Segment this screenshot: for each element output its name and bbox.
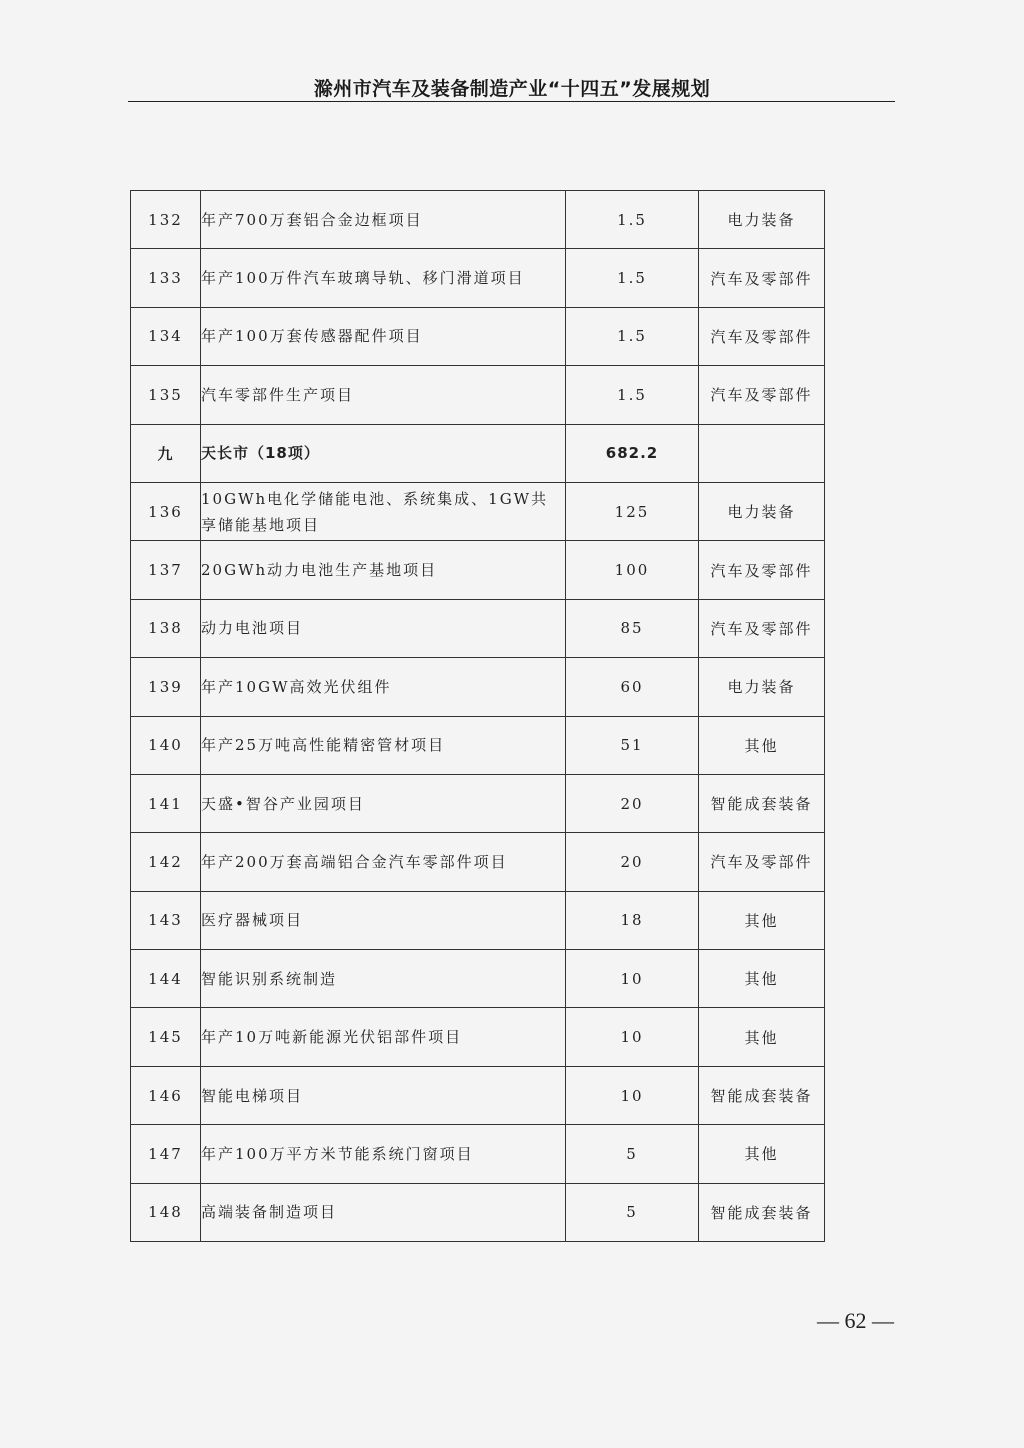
row-number-cell: 133: [131, 249, 201, 307]
table-row: [131, 891, 825, 949]
table-row: [131, 366, 825, 424]
table-row: [131, 482, 825, 540]
project-name-cell: 年产10GW高效光伏组件: [201, 658, 566, 716]
investment-cell: 1.5: [566, 191, 699, 249]
category-cell: 汽车及零部件: [699, 599, 825, 657]
project-name-cell: 20GWh动力电池生产基地项目: [201, 541, 566, 599]
table-row: [131, 307, 825, 365]
row-number-cell: 146: [131, 1066, 201, 1124]
investment-cell: 85: [566, 599, 699, 657]
row-number-cell: 137: [131, 541, 201, 599]
category-cell: 智能成套装备: [699, 774, 825, 832]
project-name-cell: 汽车零部件生产项目: [201, 366, 566, 424]
investment-cell: 60: [566, 658, 699, 716]
category-cell: 其他: [699, 950, 825, 1008]
row-number-cell: 132: [131, 191, 201, 249]
category-cell: [699, 424, 825, 482]
category-cell: 智能成套装备: [699, 1066, 825, 1124]
table-row: [131, 191, 825, 249]
row-number-cell: 147: [131, 1125, 201, 1183]
project-name-cell: 10GWh电化学储能电池、系统集成、1GW共享储能基地项目: [201, 482, 566, 540]
row-number-cell: 143: [131, 891, 201, 949]
row-number-cell: 141: [131, 774, 201, 832]
page-header-title: 滁州市汽车及装备制造产业“十四五”发展规划: [313, 78, 711, 100]
investment-cell: 682.2: [566, 424, 699, 482]
project-name-cell: 高端装备制造项目: [201, 1183, 566, 1241]
investment-cell: 1.5: [566, 366, 699, 424]
project-name-cell: 年产700万套铝合金边框项目: [201, 191, 566, 249]
investment-cell: 125: [566, 482, 699, 540]
project-name-cell: 天盛•智谷产业园项目: [201, 774, 566, 832]
header-rule: [128, 101, 895, 102]
investment-cell: 20: [566, 774, 699, 832]
project-name-cell: 年产100万套传感器配件项目: [201, 307, 566, 365]
row-number-cell: 九: [131, 424, 201, 482]
category-cell: 汽车及零部件: [699, 249, 825, 307]
project-name-cell: 年产100万件汽车玻璃导轨、移门滑道项目: [201, 249, 566, 307]
project-name-cell: 动力电池项目: [201, 599, 566, 657]
investment-cell: 1.5: [566, 249, 699, 307]
category-cell: 电力装备: [699, 482, 825, 540]
investment-cell: 18: [566, 891, 699, 949]
project-name-cell: 年产10万吨新能源光伏铝部件项目: [201, 1008, 566, 1066]
table-row: [131, 716, 825, 774]
project-name-cell: 天长市（18项）: [201, 424, 566, 482]
table-row: [131, 950, 825, 1008]
investment-cell: 100: [566, 541, 699, 599]
category-cell: 汽车及零部件: [699, 366, 825, 424]
category-cell: 汽车及零部件: [699, 833, 825, 891]
investment-cell: 1.5: [566, 307, 699, 365]
table-row: [131, 1066, 825, 1124]
table-row: [131, 249, 825, 307]
table-row: [131, 774, 825, 832]
row-number-cell: 139: [131, 658, 201, 716]
category-cell: 其他: [699, 1008, 825, 1066]
project-name-cell: 年产100万平方米节能系统门窗项目: [201, 1125, 566, 1183]
row-number-cell: 142: [131, 833, 201, 891]
investment-cell: 10: [566, 950, 699, 1008]
investment-cell: 10: [566, 1066, 699, 1124]
table-row: [131, 599, 825, 657]
table-row: [131, 1125, 825, 1183]
project-table: [130, 190, 825, 1242]
investment-cell: 5: [566, 1125, 699, 1183]
table-row: [131, 1183, 825, 1241]
row-number-cell: 135: [131, 366, 201, 424]
investment-cell: 5: [566, 1183, 699, 1241]
investment-cell: 51: [566, 716, 699, 774]
category-cell: 智能成套装备: [699, 1183, 825, 1241]
project-name-cell: 智能识别系统制造: [201, 950, 566, 1008]
category-cell: 其他: [699, 891, 825, 949]
investment-cell: 10: [566, 1008, 699, 1066]
project-name-cell: 年产200万套高端铝合金汽车零部件项目: [201, 833, 566, 891]
project-name-cell: 智能电梯项目: [201, 1066, 566, 1124]
row-number-cell: 145: [131, 1008, 201, 1066]
category-cell: 其他: [699, 1125, 825, 1183]
table-row: [131, 658, 825, 716]
category-cell: 其他: [699, 716, 825, 774]
table-group-row: [131, 424, 825, 482]
page-number: — 62 —: [817, 1308, 894, 1333]
row-number-cell: 148: [131, 1183, 201, 1241]
category-cell: 汽车及零部件: [699, 307, 825, 365]
project-name-cell: 医疗器械项目: [201, 891, 566, 949]
category-cell: 汽车及零部件: [699, 541, 825, 599]
table-row: [131, 833, 825, 891]
row-number-cell: 136: [131, 482, 201, 540]
category-cell: 电力装备: [699, 191, 825, 249]
investment-cell: 20: [566, 833, 699, 891]
table-row: [131, 1008, 825, 1066]
project-name-cell: 年产25万吨高性能精密管材项目: [201, 716, 566, 774]
table-row: [131, 541, 825, 599]
row-number-cell: 144: [131, 950, 201, 1008]
row-number-cell: 134: [131, 307, 201, 365]
row-number-cell: 140: [131, 716, 201, 774]
row-number-cell: 138: [131, 599, 201, 657]
category-cell: 电力装备: [699, 658, 825, 716]
